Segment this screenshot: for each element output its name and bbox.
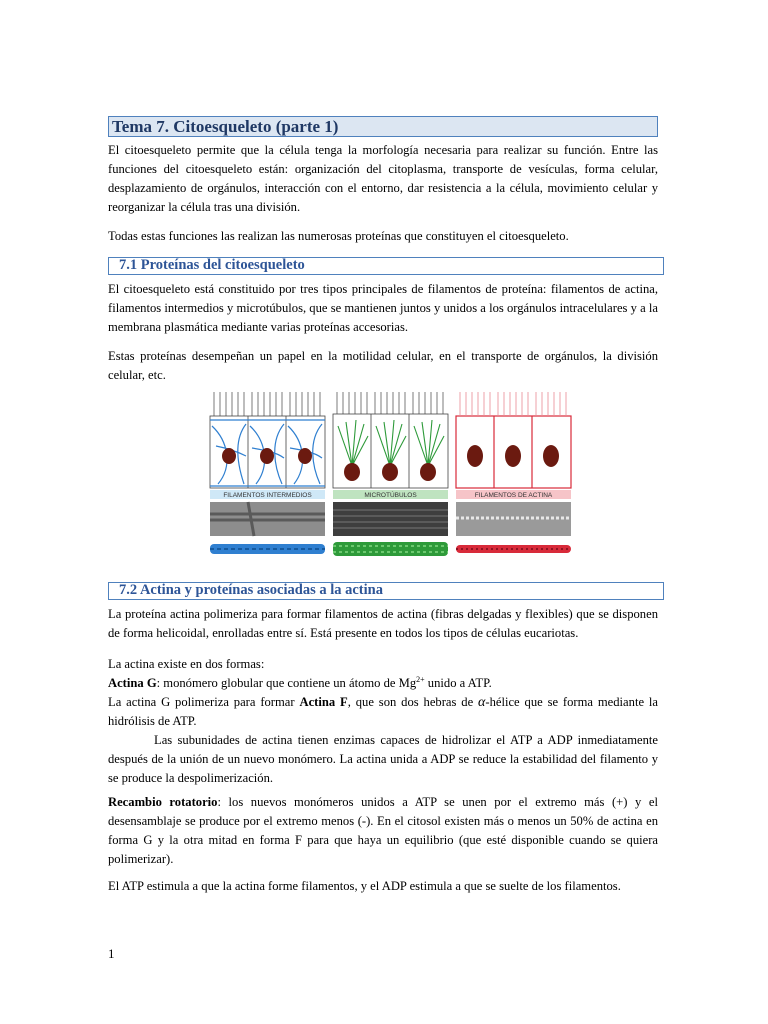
- section2-paragraph-2: La actina existe en dos formas: Actina G: monómero globular que contiene un átomo de $Mg^{2+}$ unido a ATP. La actina G polimeriza para formar Actina F, que son dos hebras de α-hélice que se forma mediante la hidrólisis de ATP. Las subunidades de actina tienen enzimas capaces de hidrolizar el ATP a ADP inmediatamente después de la unión de un nuevo monómero. La actina unida a ADP se reduce la estabilidad del filamento y se produce la despolimerización.: [108, 657, 658, 785]
- cells-actin: [456, 392, 571, 488]
- section2-paragraph-4: El ATP estimula a que la actina forme filamentos, y el ADP estimula a que se suelte de los filamentos.: [108, 879, 621, 893]
- cytoskeleton-figure: [208, 386, 574, 568]
- actina-f-label: Actina F: [299, 695, 348, 709]
- label-microtubules: MICROTÚBULOS: [364, 492, 417, 499]
- alpha-symbol: α: [478, 695, 486, 710]
- section1-paragraph-2: Estas proteínas desempeñan un papel en la motilidad celular, en el transporte de orgánulos, la división celular, etc.: [108, 349, 658, 382]
- micrograph-microtubules: [333, 502, 448, 536]
- cells-intermediate-filaments: [210, 392, 325, 488]
- model-microtubule: [333, 542, 448, 556]
- section2-paragraph-1: La proteína actina polimeriza para formar filamentos de actina (fibras delgadas y flexibles) que se disponen de forma helicoidal, enrolladas entre sí. Está presente en todos los tipos de células eucariotas.: [108, 607, 658, 640]
- cytoskeleton-illustration: [208, 386, 574, 568]
- actina-g-label: Actina G: [108, 676, 157, 690]
- intro-paragraph-2: Todas estas funciones las realizan las numerosas proteínas que constituyen el citoesqueleto.: [108, 229, 569, 243]
- section-heading-box-1: [108, 257, 664, 275]
- section-heading-box-2: [108, 582, 664, 600]
- section-heading-1: 7.1 Proteínas del citoesqueleto: [119, 257, 305, 273]
- page-title: Tema 7. Citoesqueleto (parte 1): [112, 117, 339, 136]
- title-box: [108, 116, 658, 137]
- recambio-label: Recambio rotatorio: [108, 795, 218, 809]
- section2-recambio-paragraph: Recambio rotatorio: los nuevos monómeros unidos a ATP se unen por el extremo más (+) y el desensamblaje se produce por el extremo menos (-). En el citosol existen más o menos un 50% de actina en forma G y la otra mitad en forma F para que haya un equilibrio (que esté disponible cuando se quiera polimerizar).: [108, 795, 658, 866]
- model-actin-filament: [456, 545, 571, 553]
- label-intermediate: FILAMENTOS INTERMEDIOS: [223, 492, 312, 499]
- section1-paragraph-1: El citoesqueleto está constituido por tres tipos principales de filamentos de proteína: filamentos de actina, filamentos intermedios y microtúbulos, que se mantienen juntos y unidos a los orgánulos intracelulares y a la membrana plasmática mediante varias proteínas accesorias.: [108, 282, 658, 334]
- page-number: 1: [108, 946, 115, 961]
- cells-microtubules: [333, 392, 448, 488]
- intro-paragraph-1: El citoesqueleto permite que la célula tenga la morfología necesaria para realizar su función. Entre las funciones del citoesqueleto están: organización del citoplasma, transporte de vesículas, forma celular, desplazamiento de orgánulos, interacción con el entorno, dar resistencia a la célula, movimiento celular y reorganizar la célula tras una división.: [108, 143, 658, 214]
- label-actin: FILAMENTOS DE ACTINA: [474, 492, 553, 499]
- section-heading-2: 7.2 Actina y proteínas asociadas a la actina: [119, 582, 383, 598]
